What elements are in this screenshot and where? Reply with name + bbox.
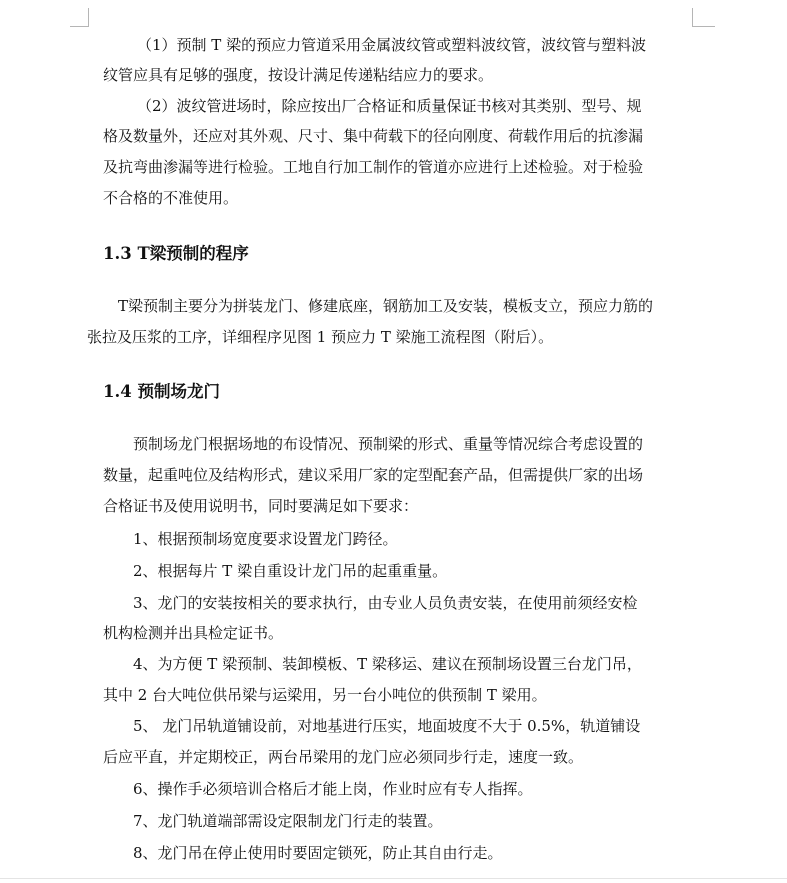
paragraph-line: 数量，起重吨位及结构形式，建议采用厂家的定型配套产品，但需提供厂家的出场	[103, 466, 644, 484]
list-item: 7、龙门轨道端部需设定限制龙门行走的装置。	[133, 812, 443, 830]
list-item: 1、根据预制场宽度要求设置龙门跨径。	[133, 530, 398, 548]
list-item: 8、龙门吊在停止使用时要固定锁死，防止其自由行走。	[133, 844, 503, 862]
paragraph-line: T梁预制主要分为拼装龙门、修建底座，钢筋加工及安装，模板支立，预应力筋的	[118, 297, 654, 315]
paragraph-line: 格及数量外，还应对其外观、尺寸、集中荷载下的径向刚度、荷载作用后的抗渗漏	[103, 127, 644, 145]
crop-mark-top-right	[692, 8, 715, 27]
list-item: 6、操作手必须培训合格后才能上岗，作业时应有专人指挥。	[133, 780, 533, 798]
paragraph-line: 合格证书及使用说明书，同时要满足如下要求：	[103, 497, 419, 515]
list-item-continuation: 后应平直，并定期校正，两台吊梁用的龙门应必须同步行走，速度一致。	[103, 748, 584, 766]
paragraph-line: （1）预制 T 梁的预应力管道采用金属波纹管或塑料波纹管，波纹管与塑料波	[137, 36, 647, 54]
crop-mark-top-left	[70, 8, 89, 27]
list-item: 5、 龙门吊轨道铺设前，对地基进行压实，地面坡度不大于 0.5%，轨道铺设	[133, 717, 641, 735]
list-item: 2、根据每片 T 梁自重设计龙门吊的起重重量。	[133, 562, 448, 580]
paragraph-line: 纹管应具有足够的强度，按设计满足传递粘结应力的要求。	[103, 66, 494, 84]
paragraph-line: 预制场龙门根据场地的布设情况、预制梁的形式、重量等情况综合考虑设置的	[133, 435, 644, 453]
paragraph-line: 不合格的不准使用。	[103, 189, 239, 207]
paragraph-line: （2）波纹管进场时，除应按出厂合格证和质量保证书核对其类别、型号、规	[137, 97, 642, 115]
page-bottom-edge	[0, 878, 787, 879]
paragraph-line: 张拉及压浆的工序，详细程序见图 1 预应力 T 梁施工流程图（附后）。	[87, 328, 554, 346]
list-item-continuation: 其中 2 台大吨位供吊梁与运梁用，另一台小吨位的供预制 T 梁用。	[103, 686, 547, 704]
section-heading: 1.3 T梁预制的程序	[103, 244, 249, 263]
paragraph-line: 及抗弯曲渗漏等进行检验。工地自行加工制作的管道亦应进行上述检验。对于检验	[103, 158, 644, 176]
list-item: 4、为方便 T 梁预制、装卸模板、T 梁移运、建议在预制场设置三台龙门吊，	[133, 655, 642, 673]
section-heading: 1.4 预制场龙门	[103, 382, 220, 401]
list-item: 3、龙门的安装按相关的要求执行，由专业人员负责安装，在使用前须经安检	[133, 594, 638, 612]
list-item-continuation: 机构检测并出具检定证书。	[103, 624, 284, 642]
